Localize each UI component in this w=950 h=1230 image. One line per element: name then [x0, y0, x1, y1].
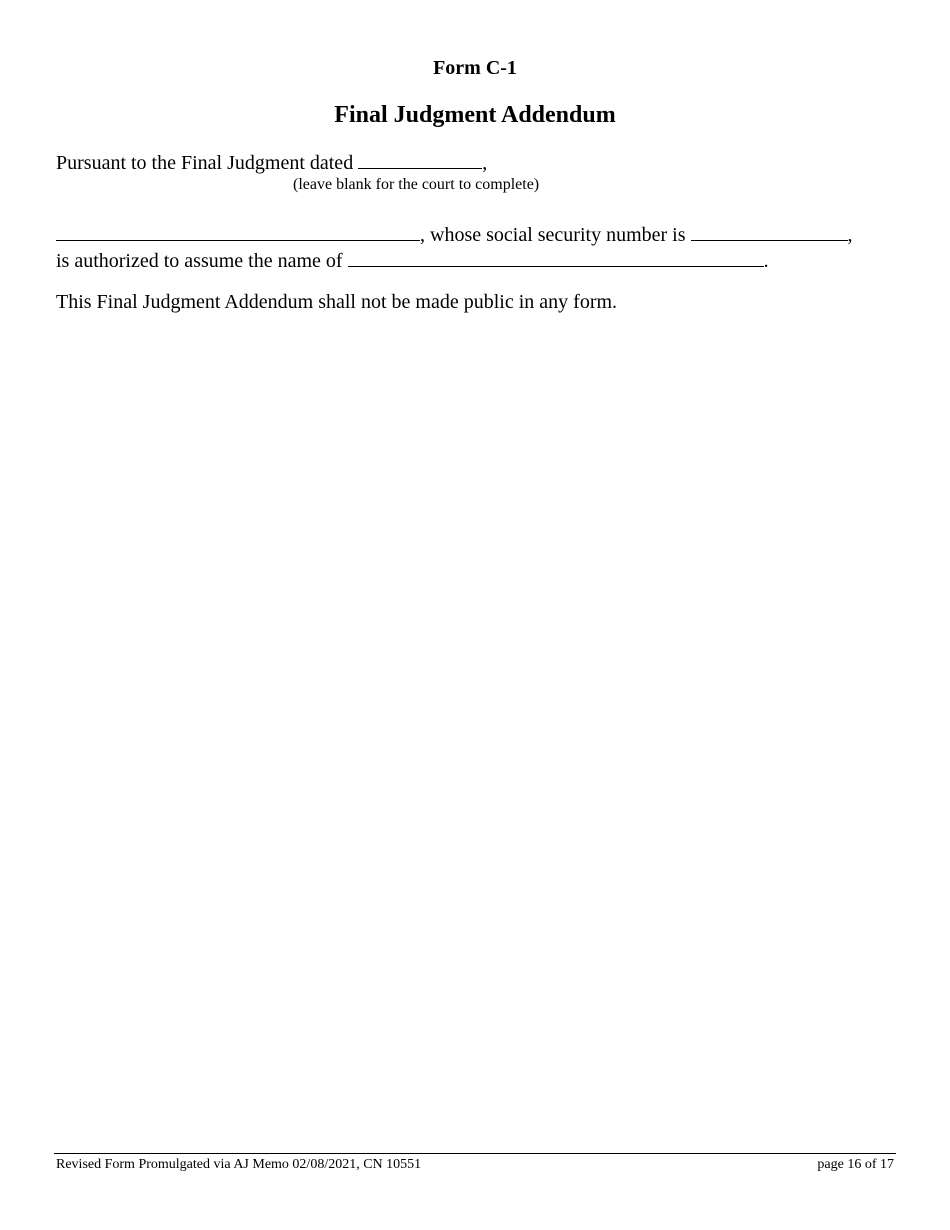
footer-divider	[54, 1153, 896, 1154]
form-number: Form C-1	[433, 57, 517, 79]
date-hint: (leave blank for the court to complete)	[293, 176, 540, 193]
ssn-blank[interactable]	[691, 222, 848, 241]
assume-name-text: is authorized to assume the name of	[56, 250, 343, 272]
comma-text: ,	[482, 152, 488, 174]
applicant-name-blank[interactable]	[56, 222, 420, 241]
footer-page-number: page 16 of 17	[817, 1157, 894, 1172]
new-name-line	[56, 248, 769, 273]
ssn-line	[56, 222, 853, 247]
page-title: Final Judgment Addendum	[334, 102, 616, 128]
footer-revision-note: Revised Form Promulgated via AJ Memo 02/08/2021, CN 10551	[56, 1157, 422, 1172]
comma-text: ,	[847, 224, 853, 246]
judgment-prefix-text: Pursuant to the Final Judgment dated	[56, 152, 354, 174]
privacy-statement: This Final Judgment Addendum shall not be made public in any form.	[56, 291, 618, 313]
ssn-text: , whose social security number is	[420, 224, 686, 246]
period-text: .	[763, 250, 769, 272]
new-name-blank[interactable]	[348, 248, 764, 267]
judgment-date-blank[interactable]	[358, 150, 482, 169]
judgment-date-line	[56, 150, 487, 175]
